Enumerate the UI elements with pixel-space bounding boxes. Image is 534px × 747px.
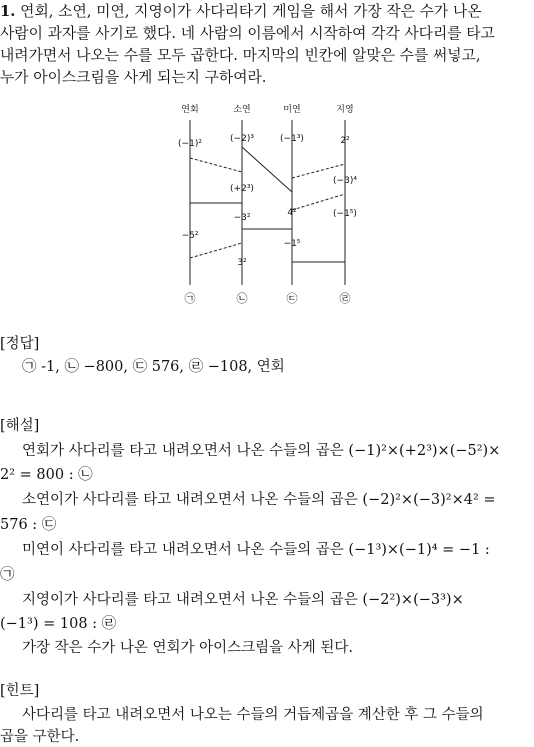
value-col3-low: 4² xyxy=(287,208,297,218)
value-col1-bot: −5² xyxy=(181,231,199,241)
hint-line-2: 곱을 구한다. xyxy=(0,729,80,745)
value-col2-mid: (+2³) xyxy=(230,184,254,194)
value-col3-top: (−1³) xyxy=(280,134,304,144)
bottom-label-2: ㉡ xyxy=(236,292,248,305)
bottom-label-4: ㉣ xyxy=(339,292,351,305)
value-col1-top: (−1)² xyxy=(178,139,202,149)
value-col2-low: −3² xyxy=(233,213,251,223)
explanation-line-3: 소연이가 사다리를 타고 내려오면서 나온 수들의 곱은 (−2)²×(−3)²×4² = xyxy=(22,492,496,508)
explanation-line-1: 연회가 사다리를 타고 내려오면서 나온 수들의 곱은 (−1)²×(+2³)×(−5²)× xyxy=(22,443,501,459)
explanation-line-5: 미연이 사다리를 타고 내려오면서 나온 수들의 곱은 (−1³)×(−1)⁴ = −1 : xyxy=(22,542,490,558)
problem-line-4: 누가 아이스크림을 사게 되는지 구하여라. xyxy=(0,69,267,86)
explanation-line-4: 576 : ㉢ xyxy=(0,517,57,533)
value-col4-low: (−1⁵) xyxy=(333,209,357,219)
explanation-header: [해설] xyxy=(0,418,40,434)
ladder-name-2: 소연 xyxy=(233,105,251,115)
problem-number: 1. xyxy=(0,3,16,20)
answer-text: ㉠ -1, ㉡ −800, ㉢ 576, ㉣ −108, 연회 xyxy=(22,359,285,375)
value-col4-top: 2² xyxy=(340,136,350,146)
explanation-line-2: 2² = 800 : ㉡ xyxy=(0,467,93,483)
problem-line-3: 내려가면서 나오는 수를 모두 곱한다. 마지막의 빈칸에 알맞은 수를 써넣고, xyxy=(0,47,481,64)
value-col2-top: (−2)³ xyxy=(230,134,254,144)
hint-header: [힌트] xyxy=(0,683,40,699)
problem-line-1: 1. 연회, 소연, 미연, 지영이가 사다리타기 게임을 해서 가장 작은 수가 나온 xyxy=(0,3,482,20)
value-col4-mid: (−3)⁴ xyxy=(333,176,357,186)
ladder-name-1: 연회 xyxy=(181,105,199,115)
ladder-name-3: 미연 xyxy=(283,105,301,115)
explanation-line-8: (−1³) = 108 : ㉣ xyxy=(0,616,117,632)
bottom-label-3: ㉢ xyxy=(286,292,298,305)
answer-header: [정답] xyxy=(0,336,40,352)
problem-line-2: 사람이 과자를 사기로 했다. 네 사람의 이름에서 시작하여 각각 사다리를 타고 xyxy=(0,25,495,42)
explanation-line-7: 지영이가 사다리를 타고 내려오면서 나온 수들의 곱은 (−2²)×(−3³)× xyxy=(22,592,464,608)
value-col2-bot: 3² xyxy=(237,258,247,268)
explanation-line-6: ㉠ xyxy=(0,567,15,583)
hint-line-1: 사다리를 타고 내려오면서 나오는 수들의 거듭제곱을 계산한 후 그 수들의 xyxy=(22,707,484,723)
ladder-name-4: 지영 xyxy=(336,105,354,115)
explanation-line-9: 가장 작은 수가 나온 연회가 아이스크림을 사게 된다. xyxy=(22,640,354,656)
value-col3-bot: −1⁵ xyxy=(283,239,301,249)
ladder-diagram xyxy=(170,100,370,310)
bottom-label-1: ㉠ xyxy=(184,292,196,305)
answer-circle-1: ㉠ xyxy=(22,359,37,375)
